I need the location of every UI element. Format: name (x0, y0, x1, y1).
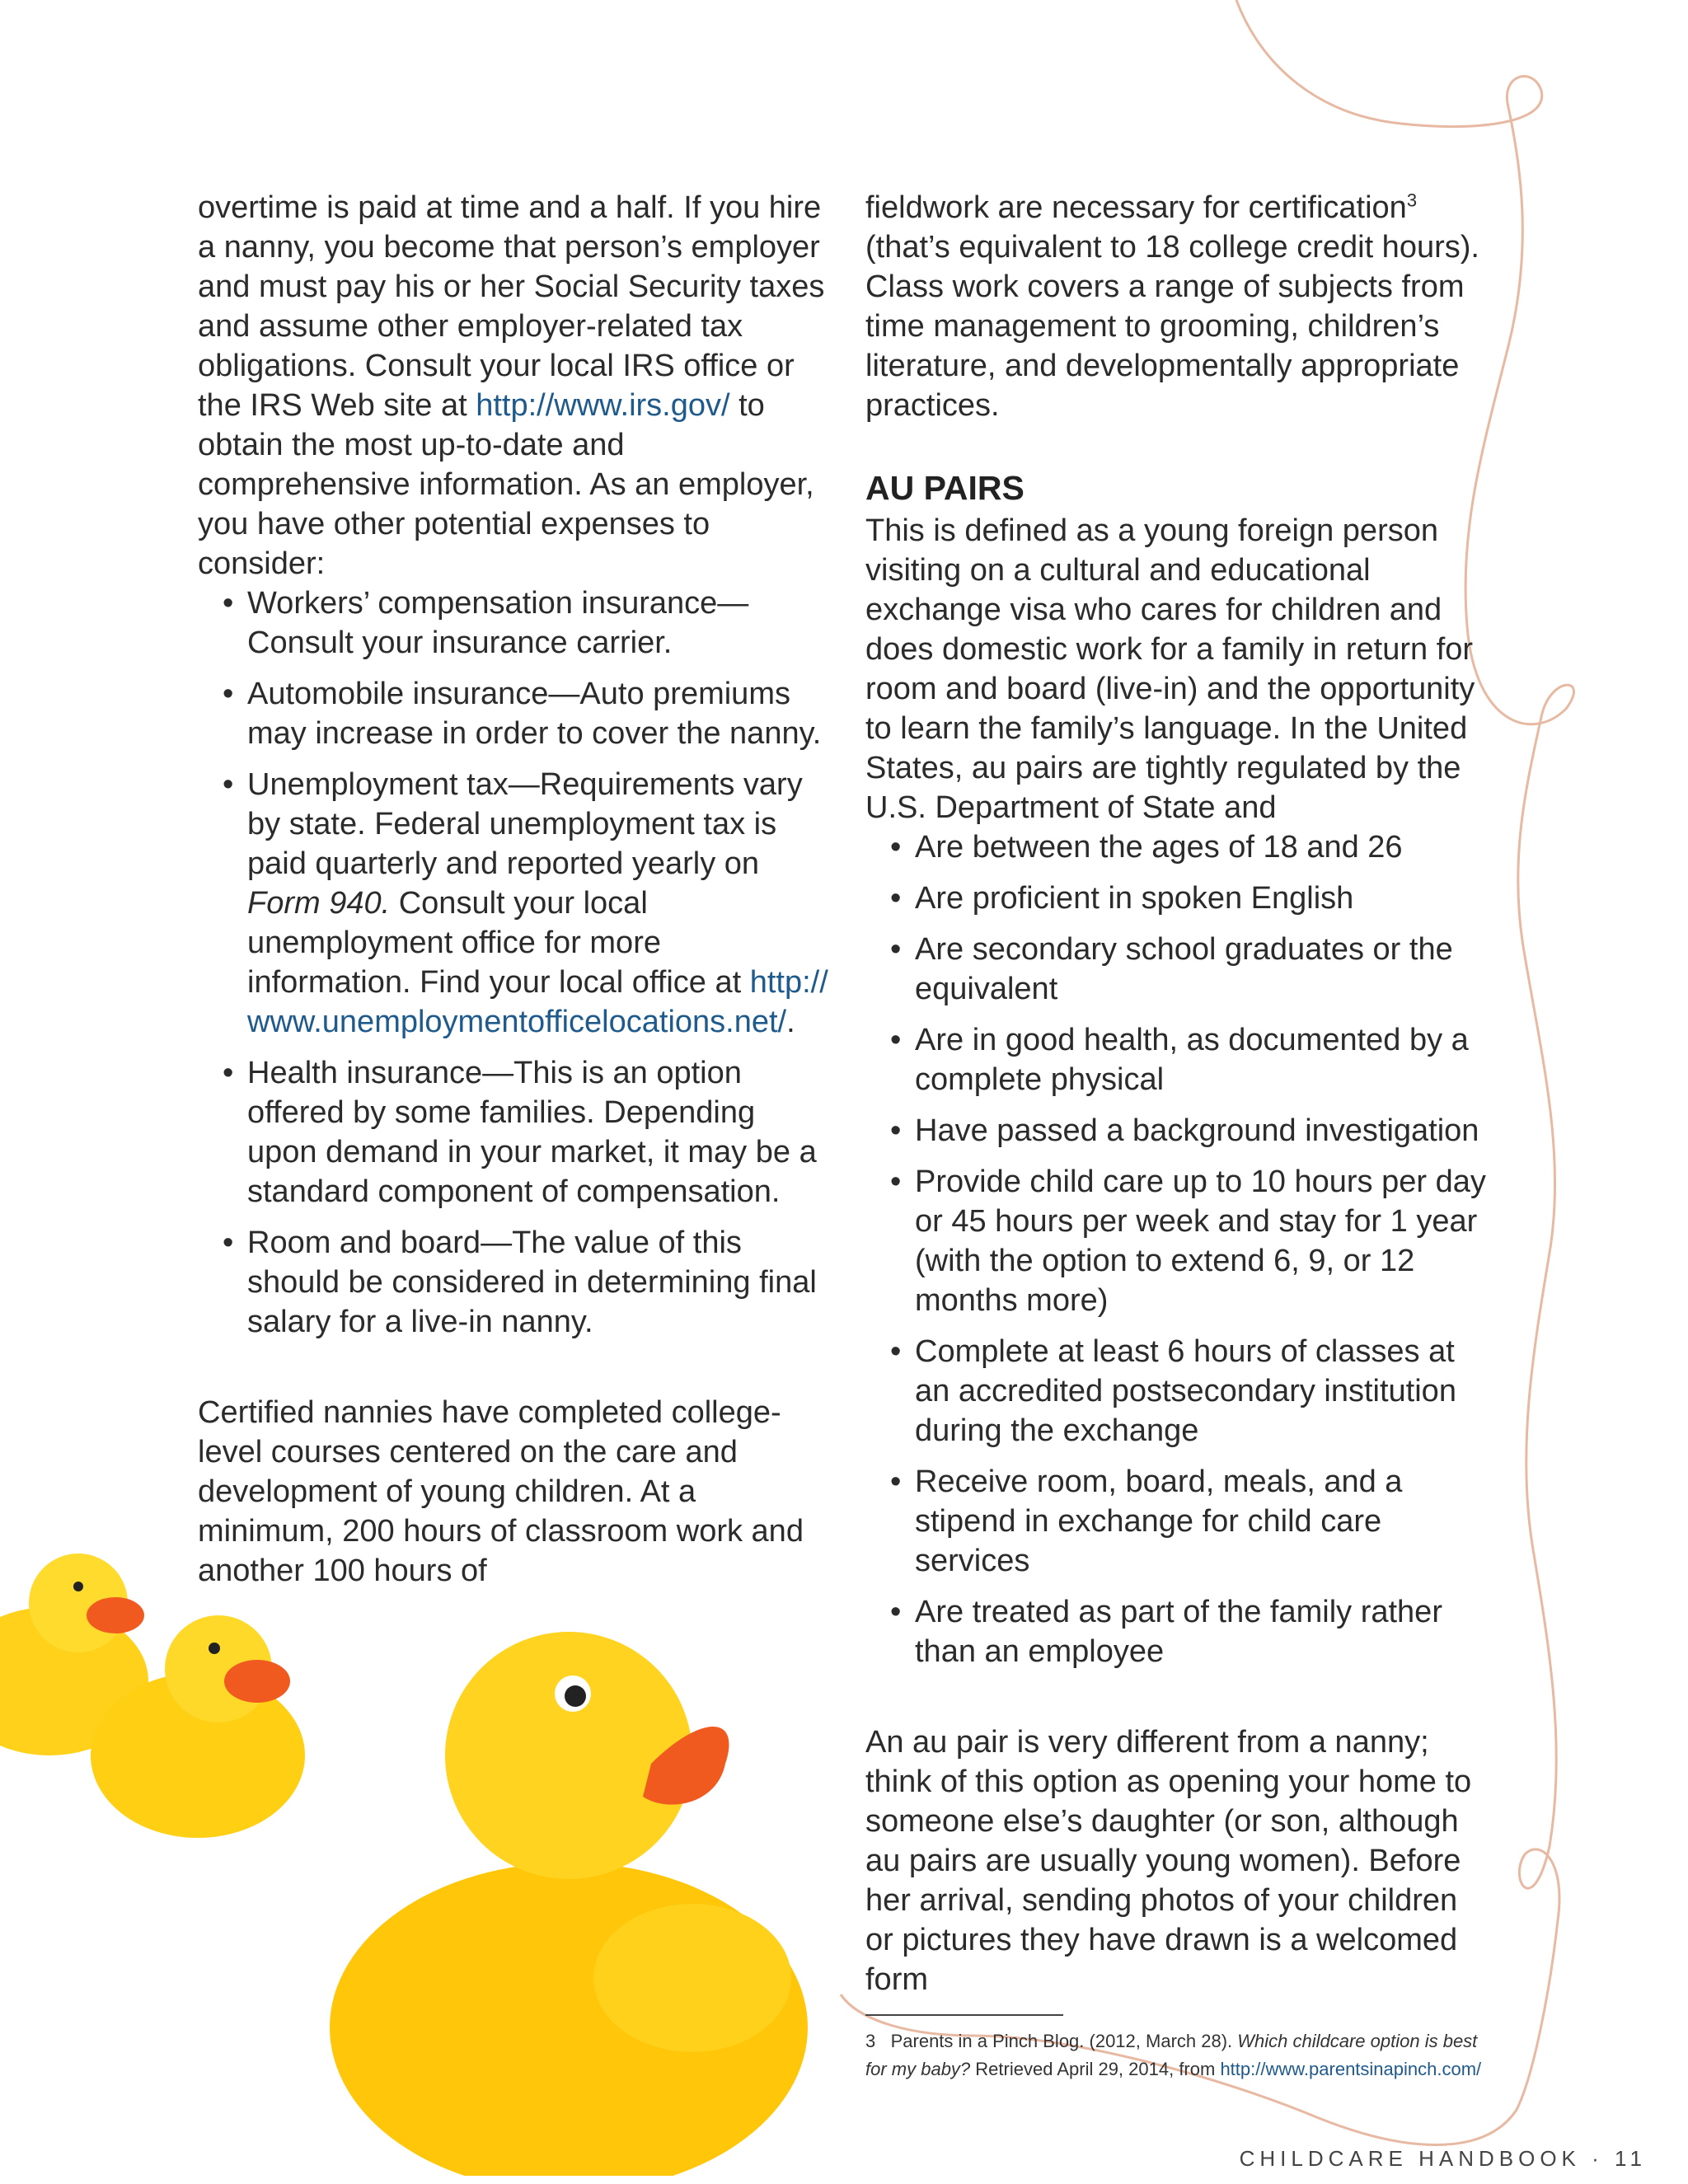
footnote-divider (865, 2014, 1063, 2016)
fieldwork-paragraph: fieldwork are necessary for certification$^3$ (that’s equivalent to 18 college credit hours). Class work covers a range of subjects from time management to grooming, children’s literature, and developmentally appropriate practices. (865, 190, 1479, 423)
nanny-employer-paragraph: overtime is paid at time and a half. If you hire a nanny, you become that person’s employer and must pay his or her Social Security taxes and assume other employer-related tax obligations. Consult your local IRS office or the IRS Web site at http://www.irs.gov/ to obtain the most up-to-date and comprehensive information. As an employer, you have other potential expenses to consider: (198, 190, 825, 581)
list-item: • Are secondary school graduates or the equivalent (915, 930, 1492, 1009)
list-item: • Room and board—The value of this should be considered in determining final salary for a live-in nanny. (247, 1223, 832, 1342)
list-item: • Have passed a background investigation (915, 1111, 1492, 1151)
list-item: • Unemployment tax—Requirements vary by state. Federal unemployment tax is paid quarterly and reported yearly on Form 940. Consult your local unemployment office for more information. Find your local office at http://www.unemploymentofficelocations.net/. (247, 765, 832, 1042)
irs-link[interactable]: http://www.irs.gov/ (476, 388, 730, 423)
au-pair-closing-paragraph: An au pair is very different from a nanny; think of this option as opening your home to someone else’s daughter (or son, although au pairs are usually young women). Before her arrival, sending photos of your children or pictures they have drawn is a welcomed form (865, 1725, 1472, 1997)
footnote: 3 Parents in a Pinch Blog. (2012, March 28). Which childcare option is best for my baby? Retrieved April 29, 2014, from http://www.parentsinapinch.com/ (865, 2031, 1482, 2079)
footnote-ref: 3 (1406, 190, 1418, 211)
page-footer: CHILDCARE HANDBOOK · 11 (1239, 2146, 1647, 2171)
parents-in-a-pinch-link[interactable]: http://www.parentsinapinch.com/ (1220, 2059, 1482, 2079)
list-item: • Are proficient in spoken English (915, 879, 1492, 918)
list-item: • Are between the ages of 18 and 26 (915, 827, 1492, 867)
left-column (198, 188, 832, 1591)
au-pair-requirements-list (865, 827, 1492, 1671)
right-column (865, 188, 1492, 2083)
list-item: • Are treated as part of the family rather than an employee (915, 1592, 1492, 1671)
employer-expenses-list (198, 583, 832, 1342)
list-item: • Receive room, board, meals, and a stipend in exchange for child care services (915, 1462, 1492, 1581)
au-pair-definition: This is defined as a young foreign person visiting on a cultural and educational exchange visa who cares for children and does domestic work for a family in return for room and board (live-in) and the opportunity to learn the family’s language. In the United States, au pairs are tightly regulated by the U.S. Department of State and (865, 513, 1475, 825)
list-item: • Health insurance—This is an option offered by some families. Depending upon demand in your market, it may be a standard component of compensation. (247, 1053, 832, 1212)
au-pairs-heading: AU PAIRS (865, 469, 1025, 507)
list-item: • Automobile insurance—Auto premiums may increase in order to cover the nanny. (247, 674, 832, 753)
certified-nannies-paragraph: Certified nannies have completed college-level courses centered on the care and development of young children. At a minimum, 200 hours of classroom work and another 100 hours of (198, 1395, 804, 1588)
list-item: • Provide child care up to 10 hours per day or 45 hours per week and stay for 1 year (with the option to extend 6, 9, or 12 months more) (915, 1162, 1492, 1320)
list-item: • Are in good health, as documented by a complete physical (915, 1020, 1492, 1099)
unemployment-office-link[interactable]: http://www.unemploymentofficelocations.net/ (247, 965, 828, 1039)
rubber-ducks-image (0, 1516, 824, 2176)
list-item: • Complete at least 6 hours of classes at an accredited postsecondary institution during the exchange (915, 1332, 1492, 1451)
list-item: • Workers’ compensation insurance—Consult your insurance carrier. (247, 583, 832, 663)
rubber-duck-large (330, 1632, 808, 2176)
